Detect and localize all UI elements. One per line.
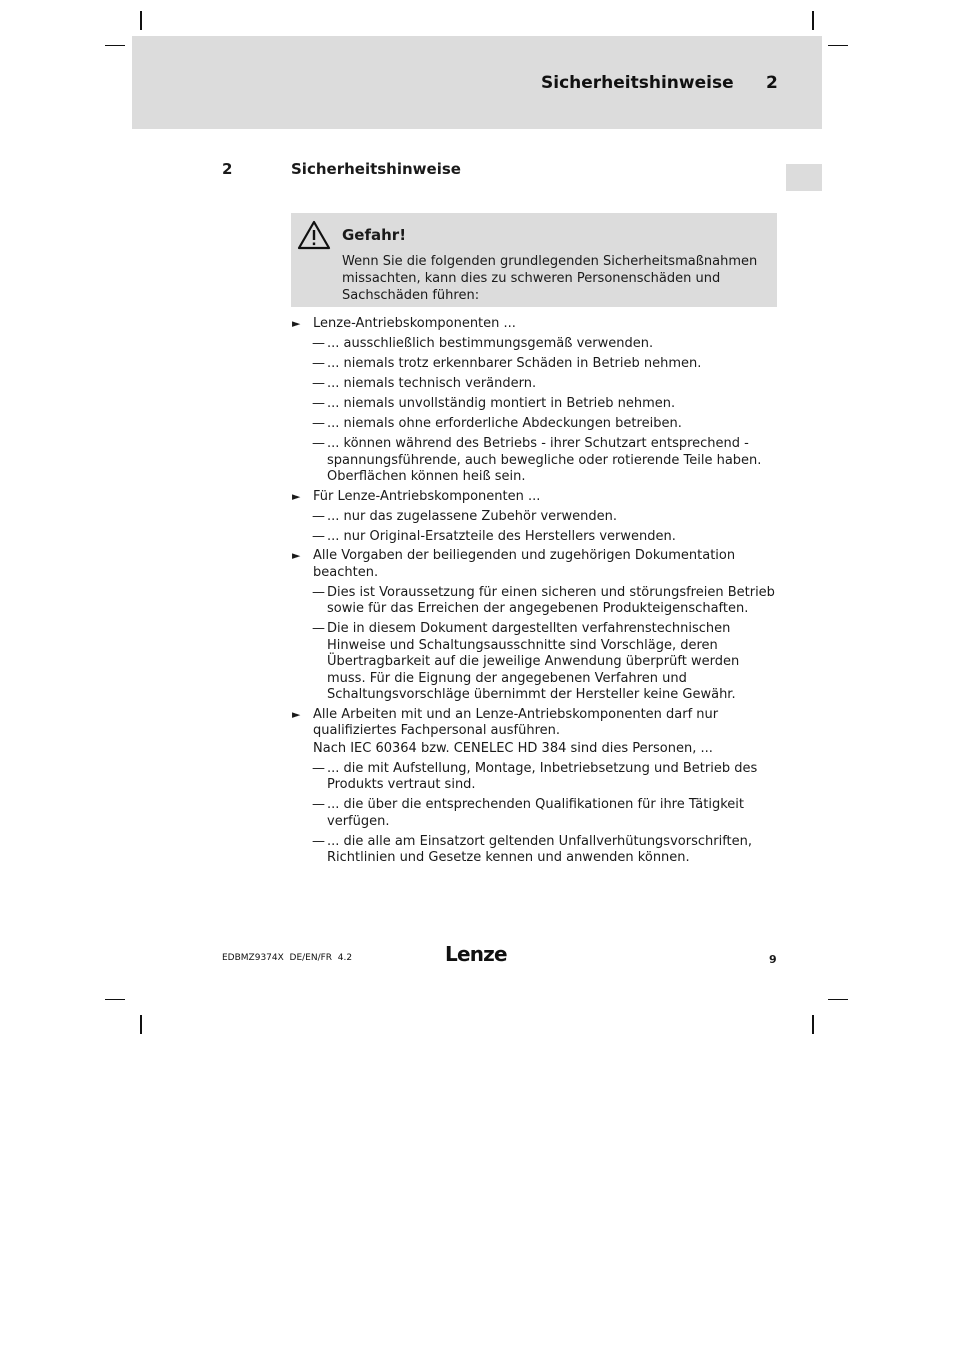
triangle-bullet-icon: ►: [292, 707, 301, 721]
sub-list-item: [291, 416, 781, 433]
dash-icon: —: [312, 336, 325, 351]
lenze-logo: Lenze: [445, 942, 507, 966]
sub-list-item: [291, 529, 781, 546]
safety-instructions: [291, 313, 781, 867]
triangle-bullet-icon: ►: [292, 489, 301, 503]
dash-icon: —: [312, 416, 325, 431]
sub-list-item: [291, 336, 781, 353]
sub-item-text: ... die mit Aufstellung, Montage, Inbetriebsetzung und Betrieb des Produkts vertraut sind.: [327, 760, 758, 792]
bullet-text: Für Lenze-Antriebskomponenten ...: [313, 488, 541, 504]
side-tab-marker: [786, 164, 822, 191]
sub-list-item: [291, 509, 781, 526]
list-item: [291, 489, 781, 506]
sub-item-text: ... nur Original-Ersatzteile des Herstellers verwenden.: [327, 528, 676, 544]
crop-mark: [105, 999, 125, 1000]
list-item: [291, 707, 781, 740]
sub-item-text: ... niemals technisch verändern.: [327, 376, 537, 391]
crop-mark: [812, 1015, 814, 1034]
sub-item-text: ... nur das zugelassene Zubehör verwenden.: [327, 508, 618, 524]
sub-list-item: [291, 396, 781, 413]
triangle-bullet-icon: ►: [292, 549, 301, 562]
sub-list-item: [291, 356, 781, 373]
dash-icon: —: [312, 528, 325, 544]
danger-title: Gefahr!: [342, 226, 407, 244]
sub-item-text: ... niemals unvollständig montiert in Betrieb nehmen.: [327, 396, 676, 411]
sub-item-text: ... niemals trotz erkennbarer Schäden in Betrieb nehmen.: [327, 356, 702, 371]
danger-box: [291, 213, 777, 307]
section-number: 2: [222, 160, 233, 178]
sub-item-text: Dies ist Voraussetzung für einen sicheren und störungsfreien Betrieb sowie für das Erreichen der angegebenen Produkteigenschaften.: [327, 584, 775, 616]
header-title: Sicherheitshinweise: [541, 73, 734, 93]
dash-icon: —: [312, 797, 325, 812]
sub-item-text: ... können während des Betriebs - ihrer Schutzart entsprechend - spannungsführende, auch bewegliche oder rotierende Teile haben. Oberflächen können heiß sein.: [327, 436, 762, 484]
dash-icon: —: [312, 396, 325, 411]
section-title: Sicherheitshinweise: [291, 160, 461, 178]
crop-mark: [828, 45, 848, 46]
list-item: [291, 316, 781, 333]
dash-icon: —: [312, 436, 325, 451]
crop-mark: [140, 11, 142, 30]
list-item: [291, 548, 781, 581]
sub-list-item: [291, 834, 781, 867]
crop-mark: [105, 45, 125, 46]
sub-item-text: ... die alle am Einsatzort geltenden Unfallverhütungsvorschriften, Richtlinien und Gesetze kennen und anwenden können.: [327, 833, 753, 865]
dash-icon: —: [312, 356, 325, 371]
crop-mark: [828, 999, 848, 1000]
sub-list-item: [291, 761, 781, 794]
dash-icon: —: [312, 621, 325, 636]
dash-icon: —: [312, 376, 325, 391]
sub-list-item: [291, 436, 781, 486]
sub-item-text: ... niemals ohne erforderliche Abdeckungen betreiben.: [327, 416, 682, 431]
danger-text: Wenn Sie die folgenden grundlegenden Sicherheitsmaßnahmen missachten, kann dies zu schweren Personenschäden und Sachschäden führen:: [342, 254, 758, 303]
sub-item-text: Die in diesem Dokument dargestellten verfahrenstechnischen Hinweise und Schaltungsausschnitte sind Vorschläge, deren Übertragbarkeit auf die jeweilige Anwendung überprüft werden muss. Für die Eignung der angegebenen Verfahren und Schaltungsvorschläge übernimmt der Hersteller keine Gewähr.: [327, 621, 740, 702]
page-number: 9: [769, 953, 777, 966]
bullet-note: Nach IEC 60364 bzw. CENELEC HD 384 sind dies Personen, ...: [313, 740, 713, 756]
warning-triangle-icon: [296, 219, 332, 255]
sub-list-item: [291, 585, 781, 618]
dash-icon: —: [312, 760, 325, 776]
dash-icon: —: [312, 584, 325, 600]
dash-icon: —: [312, 833, 325, 849]
crop-mark: [140, 1015, 142, 1034]
bullet-text: Lenze-Antriebskomponenten ...: [313, 316, 516, 331]
bullet-text: Alle Arbeiten mit und an Lenze-Antriebskomponenten darf nur qualifiziertes Fachpersonal ausführen.: [313, 706, 719, 738]
crop-mark: [812, 11, 814, 30]
header-chapter-number: 2: [766, 73, 778, 93]
sub-item-text: ... die über die entsprechenden Qualifikationen für ihre Tätigkeit verfügen.: [327, 797, 744, 829]
document-code: EDBMZ9374X DE/EN/FR 4.2: [222, 953, 353, 963]
sub-list-item: [291, 797, 781, 830]
triangle-bullet-icon: ►: [292, 317, 301, 330]
bullet-text: Alle Vorgaben der beiliegenden und zugehörigen Dokumentation beachten.: [313, 548, 736, 580]
sub-item-text: ... ausschließlich bestimmungsgemäß verwenden.: [327, 336, 654, 351]
sub-list-item: [291, 621, 781, 704]
dash-icon: —: [312, 508, 325, 524]
sub-list-item: [291, 376, 781, 393]
